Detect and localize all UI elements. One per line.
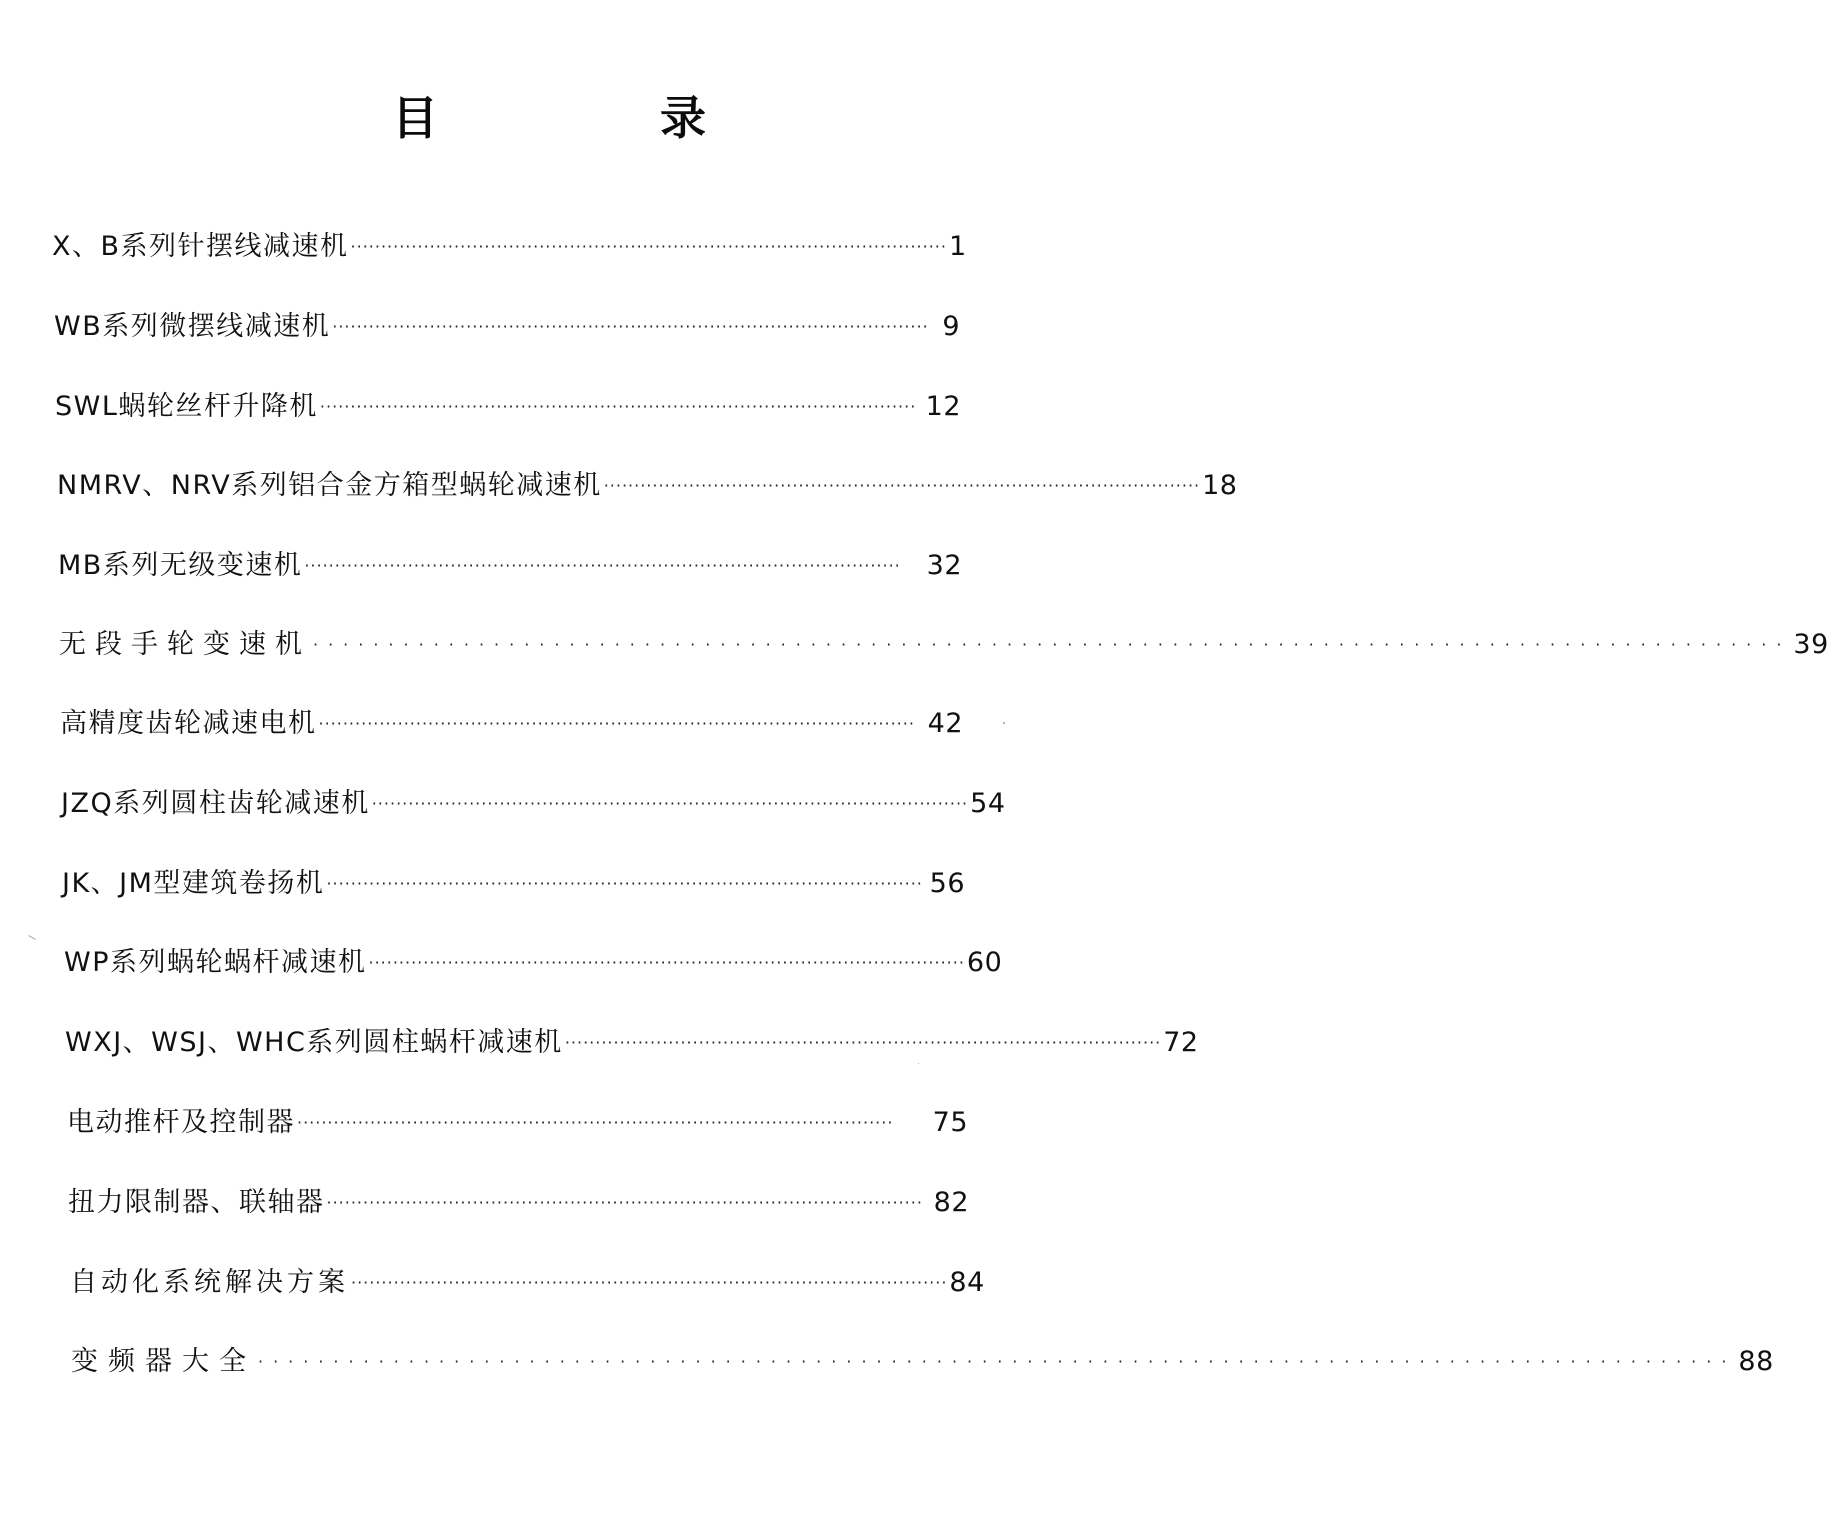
toc-entry[interactable] (59, 625, 1829, 665)
toc-leader-dots: ·································································································· (319, 397, 917, 416)
toc-entry-page: 18 (1202, 470, 1238, 501)
toc-entry-page: 72 (1163, 1027, 1199, 1058)
toc-leader-dots: ·································································································· (564, 1033, 1162, 1052)
toc-entry-page: 42 (927, 708, 963, 739)
toc-leader-dots: ·································································································· (258, 1352, 1737, 1371)
toc-leader-dots: ·································································································· (351, 1273, 948, 1292)
toc-entry-label: 无段手轮变速机 (59, 629, 311, 660)
scan-speck (1003, 722, 1005, 724)
toc-entry[interactable] (64, 943, 1003, 983)
toc-entry-page: 88 (1738, 1346, 1774, 1377)
toc-entry-label: X、B系列针摆线减速机 (52, 231, 349, 262)
toc-entry[interactable] (54, 307, 960, 347)
toc-leader-dots: ·································································································· (313, 635, 1792, 654)
scan-speck (918, 1063, 919, 1064)
toc-entry-page: 60 (966, 947, 1003, 978)
toc-entry-label: JZQ系列圆柱齿轮减速机 (61, 788, 370, 819)
toc-leader-dots: ·································································································· (368, 953, 965, 972)
toc-entry-label: 高精度齿轮减速电机 (60, 708, 317, 739)
toc-entry-page: 54 (970, 788, 1006, 819)
toc-entry[interactable] (71, 1342, 1774, 1382)
toc-entry[interactable] (62, 864, 965, 904)
toc-entry-label: 扭力限制器、联轴器 (68, 1187, 325, 1218)
toc-entry[interactable] (58, 546, 962, 586)
toc-leader-dots: ·································································································· (371, 794, 969, 813)
toc-entry[interactable] (70, 1263, 985, 1303)
toc-entry[interactable] (65, 1023, 1199, 1063)
toc-leader-dots: ·································································································· (318, 714, 915, 733)
toc-entry[interactable] (68, 1183, 969, 1223)
toc-entry[interactable] (52, 227, 967, 267)
toc-entry-page: 12 (925, 391, 961, 422)
toc-leader-dots: ·································································································· (603, 476, 1201, 495)
toc-entry-page: 75 (932, 1107, 968, 1138)
toc-entry[interactable] (55, 387, 961, 427)
toc-leader-dots: ·································································································· (332, 317, 929, 336)
toc-leader-dots: ·································································································· (304, 556, 901, 575)
toc-entry-label: SWL蜗轮丝杆升降机 (55, 391, 318, 422)
toc-entry-page: 9 (942, 311, 960, 342)
toc-entry[interactable] (60, 704, 963, 744)
toc-entry-page: 84 (949, 1267, 985, 1298)
toc-entry-page: 32 (926, 550, 962, 581)
toc-entry-page: 39 (1793, 629, 1829, 660)
toc-leader-dots: ·································································································· (297, 1113, 894, 1132)
toc-entry-label: 自动化系统解决方案 (70, 1267, 349, 1298)
toc-leader-dots: ·································································································· (350, 237, 947, 256)
toc-entry-label: 变频器大全 (71, 1346, 256, 1377)
toc-entry[interactable] (67, 1103, 968, 1143)
toc-entry-label: JK、JM型建筑卷扬机 (62, 868, 325, 899)
toc-entry-label: MB系列无级变速机 (58, 550, 303, 581)
toc-entry-page: 1 (948, 231, 967, 262)
toc-entry-page: 82 (933, 1187, 969, 1218)
toc-entry-page: 56 (929, 868, 965, 899)
toc-entry-label: WB系列微摆线减速机 (54, 311, 331, 342)
page-title: 目 录 (392, 91, 794, 145)
toc-leader-dots: ·································································································· (326, 1193, 923, 1212)
toc-entry-label: NMRV、NRV系列铝合金方箱型蜗轮减速机 (57, 470, 602, 501)
toc-entry-label: WP系列蜗轮蜗杆减速机 (64, 947, 367, 978)
toc-entry[interactable] (61, 784, 1006, 824)
toc-entry[interactable] (57, 466, 1238, 506)
toc-leader-dots: ·································································································· (326, 874, 923, 893)
toc-entry-label: WXJ、WSJ、WHC系列圆柱蜗杆减速机 (65, 1027, 563, 1058)
toc-entry-label: 电动推杆及控制器 (67, 1107, 295, 1138)
